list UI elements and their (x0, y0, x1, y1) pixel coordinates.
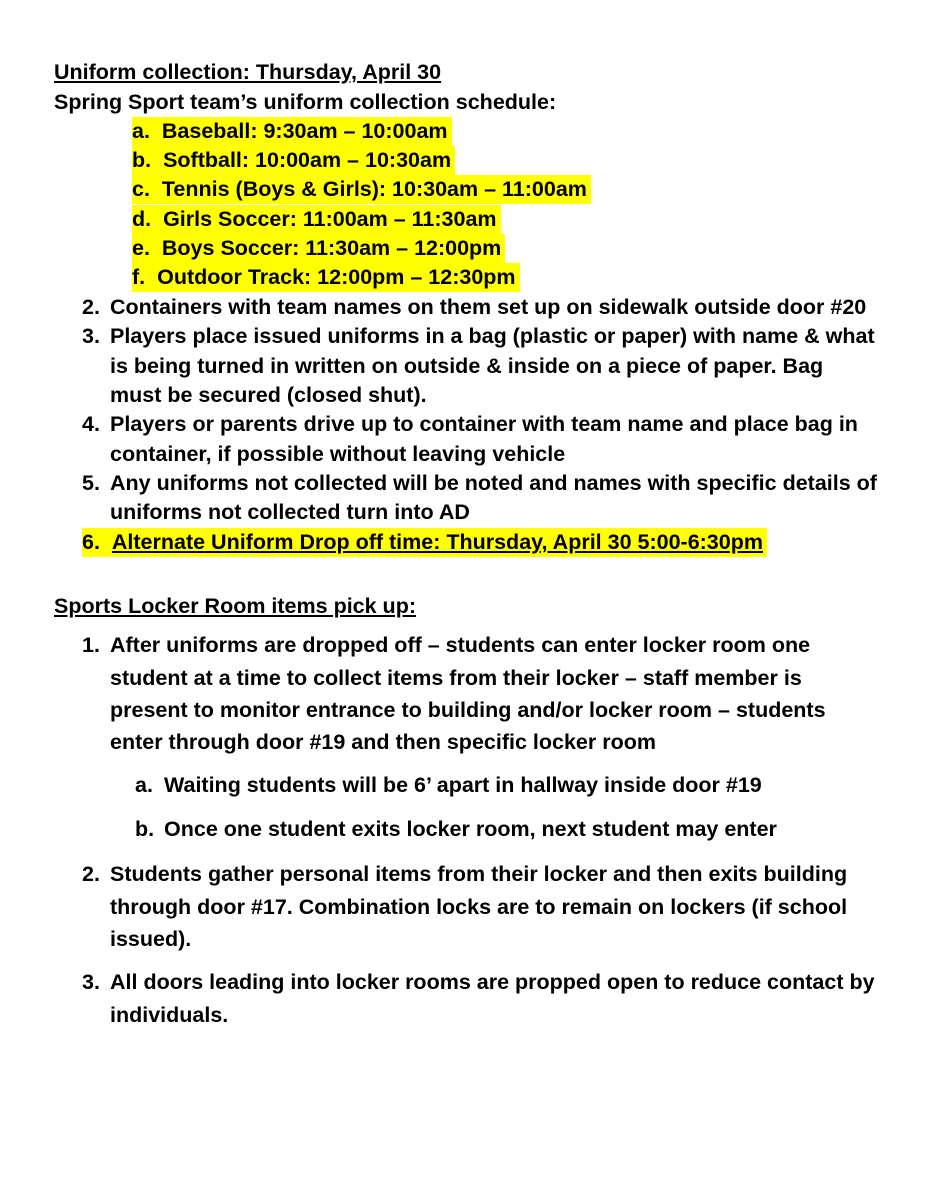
list-item-line: present to monitor entrance to building and/or locker room – students (110, 698, 826, 722)
schedule-marker: d. (132, 207, 152, 231)
section1-subtitle: Spring Sport team’s uniform collection schedule: (54, 90, 557, 114)
list-item-line: uniforms not collected turn into AD (110, 500, 470, 524)
list-item-line: individuals. (110, 1003, 229, 1027)
list-item-line: Students gather personal items from their locker and then exits building (110, 862, 848, 886)
list-marker: 3. (82, 324, 100, 348)
list-marker: 4. (82, 412, 100, 436)
schedule-text: Baseball: 9:30am – 10:00am (161, 119, 448, 143)
sub-list-item-line: Waiting students will be 6’ apart in hallway inside door #19 (164, 773, 762, 797)
list-marker: 6. (82, 530, 100, 554)
schedule-marker: c. (132, 177, 150, 201)
list-item-line: container, if possible without leaving vehicle (110, 442, 566, 466)
schedule-text: Girls Soccer: 11:00am – 11:30am (163, 207, 497, 231)
list-item-line: enter through door #19 and then specific locker room (110, 730, 656, 754)
list-item-line: Containers with team names on them set up on sidewalk outside door #20 (110, 295, 867, 319)
list-item-line: student at a time to collect items from their locker – staff member is (110, 666, 802, 690)
alternate-dropoff-item (82, 528, 767, 557)
list-item-line: All doors leading into locker rooms are propped open to reduce contact by (110, 970, 875, 994)
sub-list-item-line: Once one student exits locker room, next student may enter (164, 817, 777, 841)
sub-list-marker: a. (135, 773, 153, 797)
section1-title: Uniform collection: Thursday, April 30 (54, 60, 442, 84)
schedule-marker: e. (132, 236, 150, 260)
list-item-line: must be secured (closed shut). (110, 383, 427, 407)
schedule-text: Tennis (Boys & Girls): 10:30am – 11:00am (161, 177, 587, 201)
schedule-marker: f. (132, 265, 146, 289)
list-item-line: Players or parents drive up to container with team name and place bag in (110, 412, 858, 436)
schedule-item (132, 117, 452, 146)
schedule-marker: b. (132, 148, 152, 172)
alternate-dropoff-text: Alternate Uniform Drop off time: Thursday, April 30 5:00-6:30pm (111, 530, 763, 554)
list-marker: 3. (82, 970, 100, 994)
list-marker: 2. (82, 295, 100, 319)
schedule-item (132, 205, 501, 234)
schedule-text: Boys Soccer: 11:30am – 12:00pm (161, 236, 502, 260)
list-marker: 5. (82, 471, 100, 495)
sub-list-marker: b. (135, 817, 155, 841)
schedule-marker: a. (132, 119, 150, 143)
list-item-line: through door #17. Combination locks are to remain on lockers (if school (110, 895, 848, 919)
list-item-line: After uniforms are dropped off – students can enter locker room one (110, 633, 811, 657)
list-item-line: Any uniforms not collected will be noted and names with specific details of (110, 471, 877, 495)
schedule-text: Outdoor Track: 12:00pm – 12:30pm (157, 265, 516, 289)
section2-title: Sports Locker Room items pick up: (54, 594, 416, 618)
list-marker: 1. (82, 633, 100, 657)
schedule-item (132, 146, 455, 175)
list-item-line: Players place issued uniforms in a bag (plastic or paper) with name & what (110, 324, 875, 348)
list-marker: 2. (82, 862, 100, 886)
schedule-item (132, 234, 505, 263)
schedule-item (132, 175, 591, 204)
schedule-text: Softball: 10:00am – 10:30am (163, 148, 452, 172)
list-item-line: is being turned in written on outside & inside on a piece of paper. Bag (110, 354, 824, 378)
list-item-line: issued). (110, 927, 192, 951)
schedule-item (132, 263, 520, 292)
